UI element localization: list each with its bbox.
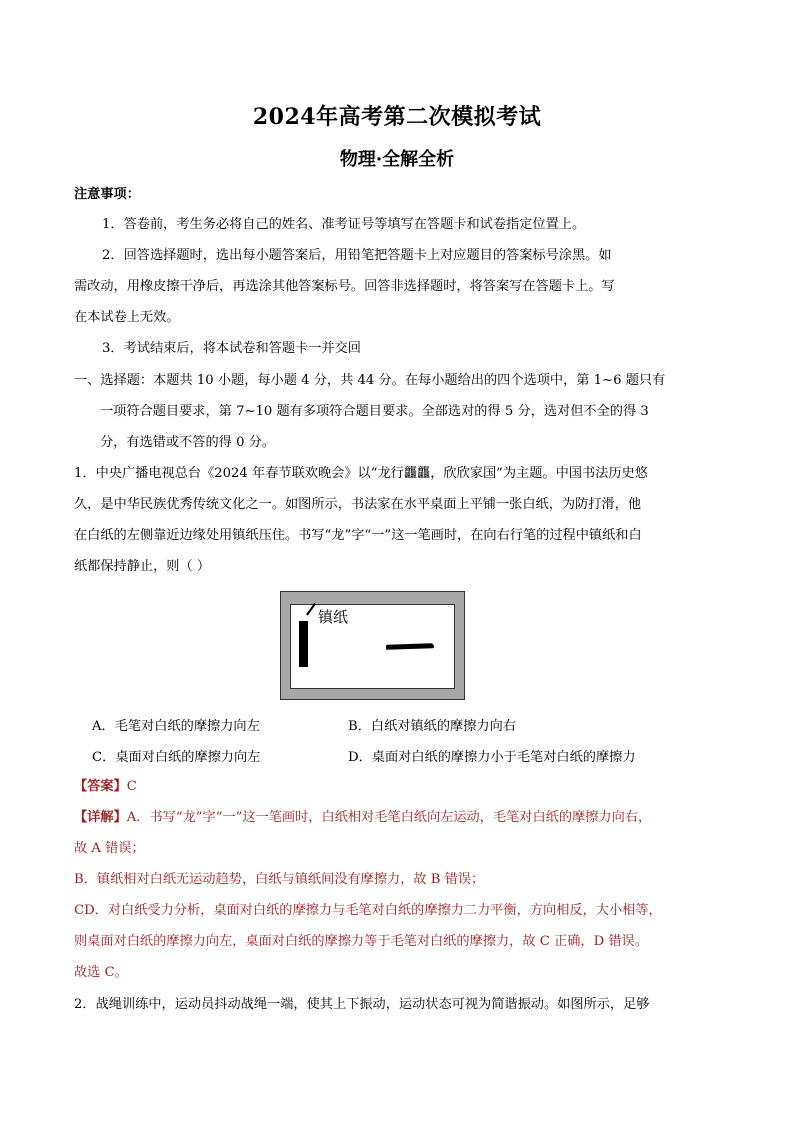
notice-item: 1．答卷前，考生务必将自己的姓名、准考证号等填写在答题卡和试卷指定位置上。 <box>102 217 586 232</box>
section-instructions: 分，有选错或不答的得 0 分。 <box>100 435 276 450</box>
question-stem: 纸都保持静止，则（ ） <box>74 559 211 574</box>
detail-line: B．镇纸相对白纸无运动趋势，白纸与镇纸间没有摩擦力，故 B 错误； <box>74 872 485 887</box>
notice-item: 2．回答选择题时，选出每小题答案后，用铅笔把答题卡上对应题目的答案标号涂黑。如 <box>102 248 612 263</box>
white-paper <box>290 604 455 689</box>
notice-item: 需改动，用橡皮擦干净后，再选涂其他答案标号。回答非选择题时，将答案写在答题卡上。写 <box>74 279 615 294</box>
detail-line: 则桌面对白纸的摩擦力向左，桌面对白纸的摩擦力等于毛笔对白纸的摩擦力，故 C 正确，D 错误。 <box>74 934 648 949</box>
option-b: B．白纸对镇纸的摩擦力向右 <box>348 719 516 734</box>
question-stem: 在白纸的左侧靠近边缘处用镇纸压住。书写“龙”字“一”这一笔画时，在向右行笔的过程中镇纸和白 <box>74 528 642 543</box>
question-stem: 1．中央广播电视总台《2024 年春节联欢晚会》以“龙行龘龘，欣欣家国”为主题。中国书法历史悠 <box>74 466 648 481</box>
notice-item: 在本试卷上无效。 <box>74 310 180 325</box>
question-stem: 久，是中华民族优秀传统文化之一。如图所示，书法家在水平桌面上平铺一张白纸，为防打滑，他 <box>74 497 642 512</box>
detail-line: 故选 C。 <box>74 965 128 980</box>
answer-value: C <box>126 779 137 794</box>
detail-line: CD．对白纸受力分析，桌面对白纸的摩擦力与毛笔对白纸的摩擦力二力平衡，方向相反，大小相等， <box>74 903 662 918</box>
detail-line: 故 A 错误； <box>74 841 145 856</box>
detail-tag: 【详解】 <box>74 810 127 825</box>
notice-item: 3．考试结束后，将本试卷和答题卡一并交回 <box>102 341 361 356</box>
detail-line <box>74 808 724 828</box>
option-d: D．桌面对白纸的摩擦力小于毛笔对白纸的摩擦力 <box>348 750 636 765</box>
paperweight-label: 镇纸 <box>318 608 349 626</box>
brush-stroke-yi <box>386 643 434 650</box>
question-stem: 2．战绳训练中，运动员抖动战绳一端，使其上下振动，运动状态可视为简谐振动。如图所示，足够 <box>74 997 650 1012</box>
answer-tag: 【答案】 <box>74 779 127 794</box>
calligraphy-figure <box>280 591 465 700</box>
section-instructions: 一项符合题目要求，第 7~10 题有多项符合题目要求。全部选对的得 5 分，选对但不全的得 3 <box>100 404 649 419</box>
notice-heading: 注意事项： <box>74 187 140 202</box>
page-title: 2024年高考第二次模拟考试 <box>252 104 542 130</box>
paperweight-shape <box>299 621 308 667</box>
page-subtitle: 物理·全解全析 <box>339 149 455 170</box>
detail-text: A．书写“龙”字“一”这一笔画时，白纸相对毛笔白纸向左运动，毛笔对白纸的摩擦力向右， <box>126 810 652 825</box>
section-instructions: 一、选择题：本题共 10 小题，每小题 4 分，共 44 分。在每小题给出的四个选项中，第 1~6 题只有 <box>74 373 666 388</box>
option-c: C．桌面对白纸的摩擦力向左 <box>92 750 261 765</box>
option-a: A．毛笔对白纸的摩擦力向左 <box>92 719 260 734</box>
answer-line <box>74 777 724 797</box>
label-pointer-line <box>306 603 316 616</box>
